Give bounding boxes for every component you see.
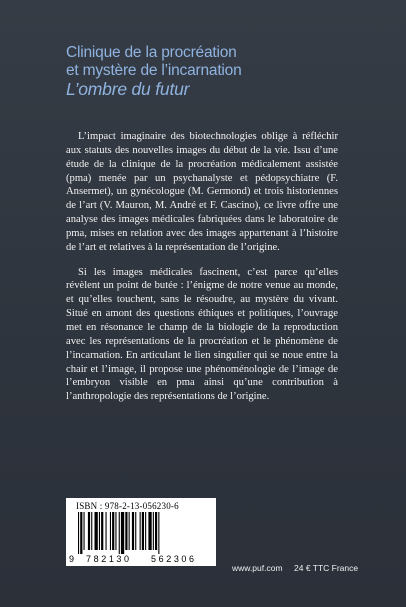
barcode-digit-first: 9 — [69, 554, 75, 564]
barcode-bar — [80, 512, 82, 554]
price-label: 24 € TTC France — [294, 563, 359, 573]
barcode-bar — [125, 512, 127, 550]
barcode-bar — [101, 512, 103, 550]
barcode-bar — [148, 512, 151, 550]
blurb-paragraph-1: L’impact imaginaire des biotechnologies oblige à réfléchir aux statuts des nouvelles images du début de la vie. Issu d’une étude de la clinique de la procréation médicalement assistée (pma) menée par un psychanalyste et pédopsychiatre (F. Ansermet), un gynécologue (M. Germond) et trois historiennes de l’art (V. Mauron, M. André et F. Cascino), ce livre offre une analyse des images médicales fabriquées dans le laboratoire de pma, mises en relation avec des images appartenant à l’histoire de l’art et relatives à la représentation de l’origine. — [66, 131, 338, 253]
blurb — [66, 130, 338, 404]
barcode-bar — [99, 512, 100, 550]
barcode-bar — [84, 512, 85, 550]
barcode-bar — [95, 512, 98, 550]
title-line-1: Clinique de la procréation — [66, 44, 237, 61]
blurb-paragraph-2: Si les images médicales fascinent, c’est parce qu’elles révèlent un point de butée : l’énigme de notre venue au monde, et qu’elles touchent, sans le résoudre, au mystère du vivant. Situé en amont des questions éthiques et politiques, l’ouvrage met en résonance le champ de la biologie de la reproduction avec les représentations de la procréation et le phénomène de l’incarnation. En articulant le lien singulier qui se noue entre la chair et l’image, il propose une phénoménologie de l’image de l’embryon visible en pma ainsi qu’une contribution à l’anthropologie des représentations de l’origine. — [66, 266, 338, 403]
barcode-bar — [140, 512, 141, 550]
barcode-bar — [135, 512, 136, 550]
barcode-bar — [110, 512, 111, 550]
barcode-bar — [119, 512, 120, 554]
barcode-bar — [112, 512, 114, 550]
barcode-panel — [66, 498, 216, 566]
barcode-bar — [153, 512, 154, 550]
barcode-bar — [145, 512, 146, 550]
barcode-bar — [132, 512, 134, 550]
barcode-bar — [121, 512, 124, 554]
publisher-website: www.puf.com — [232, 563, 283, 573]
barcode-icon — [76, 512, 206, 554]
barcode-bar — [155, 512, 157, 550]
barcode-bar — [129, 512, 130, 550]
barcode-bar — [88, 512, 90, 550]
barcode-digits-left: 782130 — [86, 554, 132, 564]
barcode-bar — [106, 512, 107, 550]
title-line-2: et mystère de l’incarnation — [66, 61, 242, 79]
barcode-bar — [78, 512, 79, 554]
barcode-digits-right: 562306 — [151, 554, 197, 564]
barcode-bar — [115, 512, 116, 550]
isbn-label: ISBN : 978-2-13-056230-6 — [76, 501, 179, 511]
title-line-3: L’ombre du futur — [66, 79, 190, 99]
barcode-bar — [91, 512, 92, 550]
barcode-bar — [158, 512, 159, 554]
book-title — [66, 44, 242, 99]
barcode-bar — [142, 512, 144, 550]
